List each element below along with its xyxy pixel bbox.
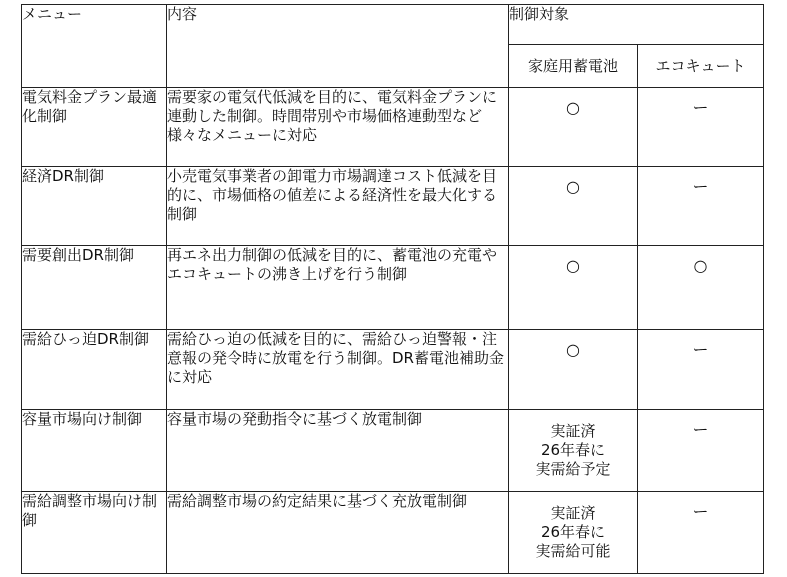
menu-cell: 電気料金プラン最適化制御 [22,88,167,167]
header-menu: メニュー [22,5,167,88]
battery-circle-mark: ○ [566,177,580,196]
ecocute-dash-mark: ー [692,340,709,359]
ecocute-circle-mark: ○ [693,256,708,275]
table-row [22,492,764,574]
status-line: 実証済 [550,422,596,440]
battery-circle-mark: ○ [566,340,580,359]
header-row [22,5,764,45]
content-cell: 容量市場の発動指令に基づく放電制御 [167,410,509,492]
table-row [22,330,764,410]
ecocute-dash-mark: ー [692,420,709,439]
status-line: 実需給可能 [535,542,611,560]
battery-status-text [509,504,637,561]
battery-circle-mark: ○ [566,98,580,117]
content-cell: 需要家の電気代低減を目的に、電気料金プランに連動した制御。時間帯別や市場価格連動型など様々なメニューに対応 [167,88,509,167]
menu-cell: 需給調整市場向け制御 [22,492,167,574]
battery-circle-mark: ○ [566,256,580,275]
table-row [22,410,764,492]
menu-cell: 容量市場向け制御 [22,410,167,492]
table-row [22,246,764,330]
content-cell: 小売電気事業者の卸電力市場調達コスト低減を目的に、市場価格の値差による経済性を最大化する制御 [167,167,509,246]
status-line: 26年春に [540,441,606,459]
header-home-battery: 家庭用蓄電池 [509,45,638,88]
header-control-target: 制御対象 [509,5,764,45]
header-ecocute: エコキュート [638,45,764,88]
content-cell: 需給ひっ迫の低減を目的に、需給ひっ迫警報・注意報の発令時に放電を行う制御。DR蓄電池補助金に対応 [167,330,509,410]
content-cell: 再エネ出力制御の低減を目的に、蓄電池の充電やエコキュートの沸き上げを行う制御 [167,246,509,330]
menu-cell: 経済DR制御 [22,167,167,246]
menu-cell: 需要創出DR制御 [22,246,167,330]
status-line: 実証済 [550,504,596,522]
menu-cell: 需給ひっ迫DR制御 [22,330,167,410]
status-line: 26年春に [540,523,606,541]
ecocute-dash-mark: ー [692,177,709,196]
content-cell: 需給調整市場の約定結果に基づく充放電制御 [167,492,509,574]
status-line: 実需給予定 [535,460,611,478]
control-menu-table [21,4,764,574]
ecocute-dash-mark: ー [692,98,709,117]
header-content: 内容 [167,5,509,88]
table-row [22,88,764,167]
table-row [22,167,764,246]
battery-status-text [509,422,637,479]
ecocute-dash-mark: ー [692,502,709,521]
